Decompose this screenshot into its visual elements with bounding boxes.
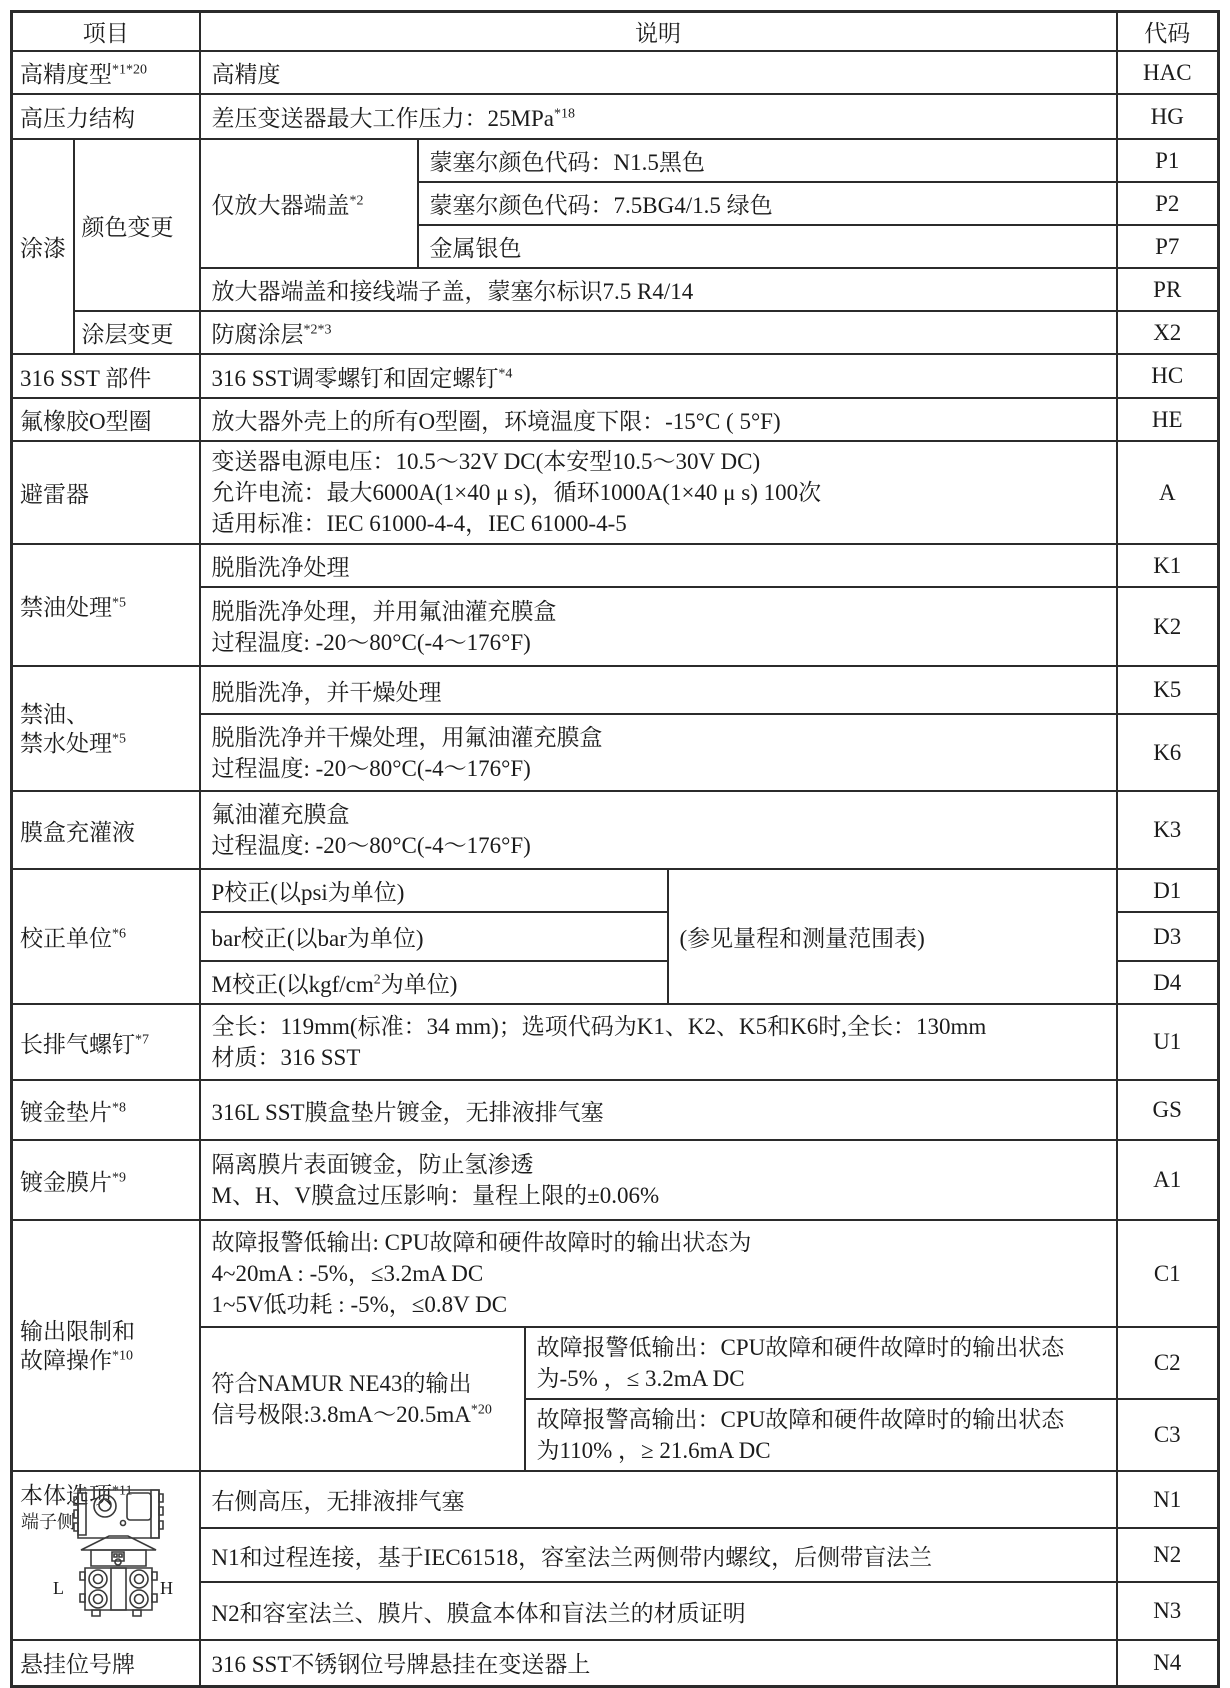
header-item: 项目 <box>12 12 200 52</box>
low-side-label: L <box>53 1578 64 1598</box>
n2-desc: N1和过程连接，基于IEC61518，容室法兰两侧带内螺纹，后侧带盲法兰 <box>200 1528 1117 1582</box>
body-option-title: 本体选项$^{*11}$ <box>20 1483 133 1508</box>
d1-desc: P校正(以psi为单位) <box>200 869 668 912</box>
k2-code: K2 <box>1117 587 1219 666</box>
d4-code: D4 <box>1117 961 1219 1004</box>
u1-code: U1 <box>1117 1004 1219 1080</box>
paint-amp-cover: 仅放大器端盖$^{*2}$ <box>200 139 418 268</box>
gs-code: GS <box>1117 1080 1219 1140</box>
n4-desc: 316 SST不锈钢位号牌悬挂在变送器上 <box>200 1640 1117 1686</box>
header-code: 代码 <box>1117 12 1219 52</box>
p2-code: P2 <box>1117 182 1219 225</box>
n4-code: N4 <box>1117 1640 1219 1686</box>
k5-code: K5 <box>1117 666 1219 714</box>
row-c1 <box>12 1220 1219 1327</box>
table-header-row <box>12 12 1219 52</box>
gs-desc: 316L SST膜盒垫片镀金，无排液排气塞 <box>200 1080 1117 1140</box>
c2-code: C2 <box>1117 1327 1219 1399</box>
x2-code: X2 <box>1117 311 1219 354</box>
row-k1 <box>12 544 1219 587</box>
d3-code: D3 <box>1117 912 1219 961</box>
p7-desc: 金属银色 <box>418 225 1117 268</box>
k6-code: K6 <box>1117 714 1219 791</box>
c2-desc: 故障报警低输出：CPU故障和硬件故障时的输出状态 为-5% ，≤ 3.2mA DC <box>525 1327 1117 1399</box>
paint-group: 涂漆 <box>12 139 74 354</box>
c1-code: C1 <box>1117 1220 1219 1327</box>
pr-desc: 放大器端盖和接线端子盖，蒙塞尔标识7.5 R4/14 <box>200 268 1117 311</box>
row-p1 <box>12 139 1219 182</box>
n2-code: N2 <box>1117 1528 1219 1582</box>
k3-code: K3 <box>1117 791 1219 869</box>
p2-desc: 蒙塞尔颜色代码：7.5BG4/1.5 绿色 <box>418 182 1117 225</box>
oil-free-item: 禁油处理$^{*5}$ <box>12 544 200 666</box>
n1-desc: 右侧高压，无排液排气塞 <box>200 1471 1117 1528</box>
high-side-label: H <box>160 1578 173 1598</box>
he-item: 氟橡胶O型圈 <box>12 398 200 441</box>
gold-diaphragm-item: 镀金膜片$^{*9}$ <box>12 1140 200 1220</box>
header-description: 说明 <box>200 12 1117 52</box>
row-hg <box>12 94 1219 139</box>
row-he <box>12 398 1219 441</box>
k5-desc: 脱脂洗净，并干燥处理 <box>200 666 1117 714</box>
x2-desc: 防腐涂层$^{*2*3}$ <box>200 311 1117 354</box>
hc-desc: 316 SST调零螺钉和固定螺钉$^{*4}$ <box>200 354 1117 398</box>
p7-code: P7 <box>1117 225 1219 268</box>
c3-code: C3 <box>1117 1399 1219 1471</box>
namur-cell: 符合NAMUR NE43的输出 信号极限$:3.8mA\sim 20.5mA^{*20}$ <box>200 1327 525 1471</box>
he-desc: 放大器外壳上的所有O型圈，环境温度下限：-15°C ( 5°F) <box>200 398 1117 441</box>
row-u1 <box>12 1004 1219 1080</box>
he-code: HE <box>1117 398 1219 441</box>
n3-desc: N2和容室法兰、膜片、膜盒本体和盲法兰的材质证明 <box>200 1582 1117 1640</box>
calibration-note: (参见量程和测量范围表) <box>668 869 1117 1004</box>
paint-coating-change: 涂层变更 <box>74 311 200 354</box>
calibration-item: 校正单位$^{*6}$ <box>12 869 200 1004</box>
k1-code: K1 <box>1117 544 1219 587</box>
oil-water-free-item: 禁油、 禁水处理$^{*5}$ <box>12 666 200 791</box>
tag-plate-item: 悬挂位号牌 <box>12 1640 200 1686</box>
body-option-cell <box>12 1471 200 1640</box>
k6-desc: 脱脂洗净并干燥处理，用氟油灌充膜盒 过程温度: -20～80°C(-4～176°F) <box>200 714 1117 791</box>
hac-desc: 高精度 <box>200 51 1117 94</box>
arrester-item: 避雷器 <box>12 441 200 544</box>
arrester-desc: 变送器电源电压：10.5～32V DC(本安型10.5～30V DC) 允许电流：最大6000A(1×40 μ s)，循环1000A(1×40 μ s) 100次 适用标准：IEC 61000-4-4，IEC 61000-4-5 <box>200 441 1117 544</box>
u1-desc: 全长：119mm(标准：34 mm)；选项代码为K1、K2、K5和K6时,全长：130mm 材质：316 SST <box>200 1004 1117 1080</box>
paint-color-change: 颜色变更 <box>74 139 200 311</box>
row-arrester <box>12 441 1219 544</box>
terminal-side-label: 端子侧 <box>21 1512 75 1532</box>
row-gs <box>12 1080 1219 1140</box>
gold-gasket-item: 镀金垫片$^{*8}$ <box>12 1080 200 1140</box>
k1-desc: 脱脂洗净处理 <box>200 544 1117 587</box>
hg-item: 高压力结构 <box>12 94 200 139</box>
row-d1 <box>12 869 1219 912</box>
fill-fluid-item: 膜盒充灌液 <box>12 791 200 869</box>
hc-item: 316 SST 部件 <box>12 354 200 398</box>
a1-desc: 隔离膜片表面镀金，防止氢渗透 M、H、V膜盒过压影响：量程上限的±0.06% <box>200 1140 1117 1220</box>
k3-desc: 氟油灌充膜盒 过程温度: -20～80°C(-4～176°F) <box>200 791 1117 869</box>
row-k5 <box>12 666 1219 714</box>
option-spec-table <box>10 10 1220 1688</box>
a1-code: A1 <box>1117 1140 1219 1220</box>
d4-desc: M校正(以kgf/$cm^2$为单位) <box>200 961 668 1004</box>
row-x2 <box>12 311 1219 354</box>
row-k3 <box>12 791 1219 869</box>
row-hac <box>12 51 1219 94</box>
p1-code: P1 <box>1117 139 1219 182</box>
hg-desc: 差压变送器最大工作压力：25MPa$^{*18}$ <box>200 94 1117 139</box>
row-a1 <box>12 1140 1219 1220</box>
long-vent-item: 长排气螺钉$^{*7}$ <box>12 1004 200 1080</box>
c3-desc: 故障报警高输出：CPU故障和硬件故障时的输出状态 为110% ，≥ 21.6mA DC <box>525 1399 1117 1471</box>
d3-desc: bar校正(以bar为单位) <box>200 912 668 961</box>
hc-code: HC <box>1117 354 1219 398</box>
hg-code: HG <box>1117 94 1219 139</box>
row-hc <box>12 354 1219 398</box>
c1-desc: 故障报警低输出: CPU故障和硬件故障时的输出状态为 4~20mA : -5%，≤3.2mA DC 1~5V低功耗 : -5%，≤0.8V DC <box>200 1220 1117 1327</box>
row-n4 <box>12 1640 1219 1686</box>
hac-item: 高精度型$^{*1*20}$ <box>12 51 200 94</box>
n1-code: N1 <box>1117 1471 1219 1528</box>
output-item: 输出限制和 故障操作$^{*10}$ <box>12 1220 200 1471</box>
p1-desc: 蒙塞尔颜色代码：N1.5黑色 <box>418 139 1117 182</box>
pr-code: PR <box>1117 268 1219 311</box>
transmitter-icon <box>71 1488 166 1628</box>
n3-code: N3 <box>1117 1582 1219 1640</box>
k2-desc: 脱脂洗净处理，并用氟油灌充膜盒 过程温度: -20～80°C(-4～176°F) <box>200 587 1117 666</box>
arrester-code: A <box>1117 441 1219 544</box>
hac-code: HAC <box>1117 51 1219 94</box>
row-n1 <box>12 1471 1219 1528</box>
d1-code: D1 <box>1117 869 1219 912</box>
